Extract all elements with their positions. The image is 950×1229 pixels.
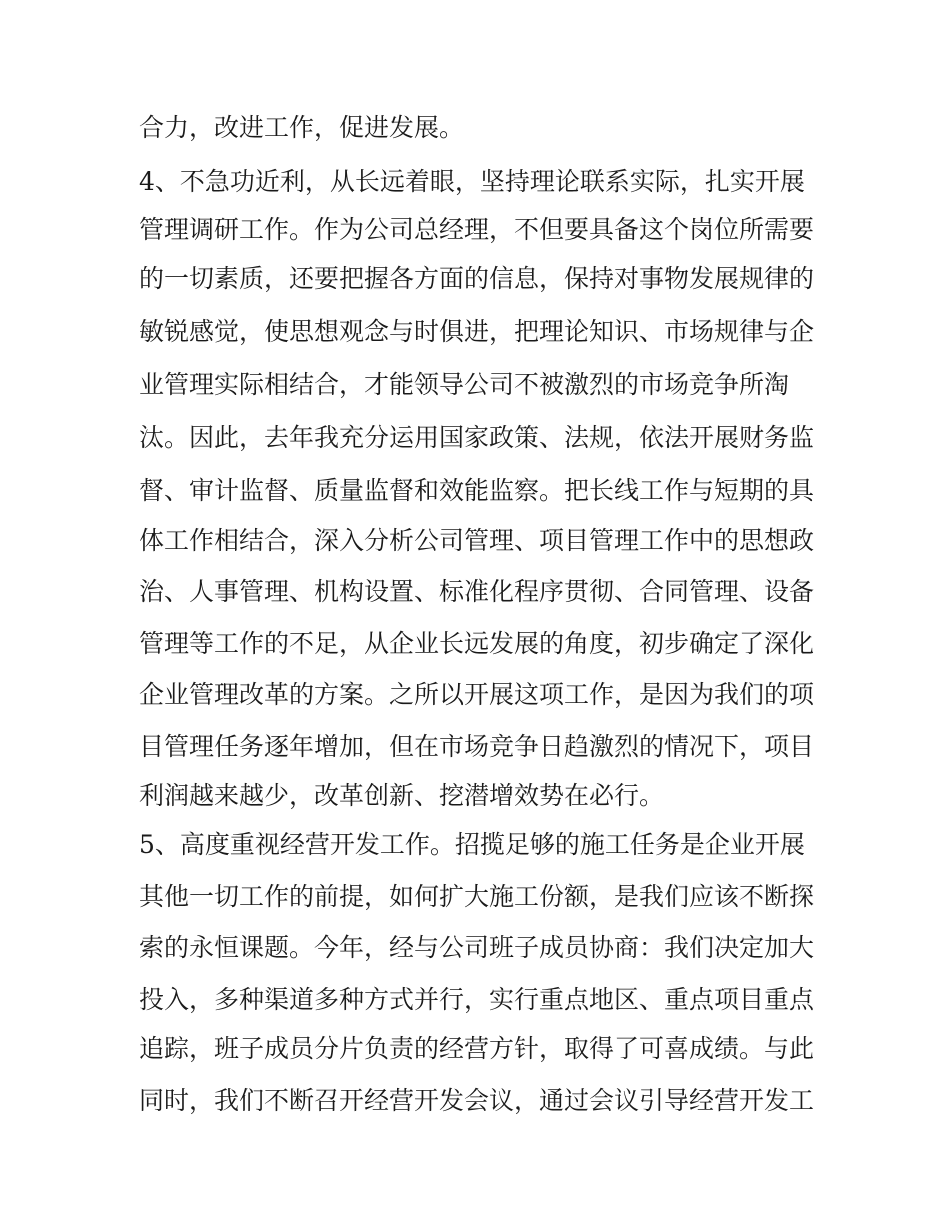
text-line-18: 投入，多种渠道多种方式并行，实行重点地区、重点项目重点: [139, 985, 815, 1014]
text-line-13: 目管理任务逐年增加，但在市场竞争日趋激烈的情况下，项目: [139, 732, 815, 761]
text-line-15: 5、高度重视经营开发工作。招揽足够的施工任务是企业开展: [139, 830, 805, 859]
text-line-20: 同时，我们不断召开经营开发会议，通过会议引导经营开发工: [139, 1086, 815, 1115]
text-line-10: 治、人事管理、机构设置、标准化程序贯彻、合同管理、设备: [139, 577, 815, 606]
text-line-7: 汰。因此，去年我充分运用国家政策、法规，依法开展财务监: [139, 423, 815, 452]
text-line-9: 体工作相结合，深入分析公司管理、项目管理工作中的思想政: [139, 526, 815, 555]
text-line-6: 业管理实际相结合，才能领导公司不被激烈的市场竞争所淘: [139, 370, 790, 399]
text-line-11: 管理等工作的不足，从企业长远发展的角度，初步确定了深化: [139, 629, 815, 658]
text-line-5: 敏锐感觉，使思想观念与时俱进，把理论知识、市场规律与企: [139, 317, 815, 346]
text-line-4: 的一切素质，还要把握各方面的信息，保持对事物发展规律的: [139, 264, 815, 293]
text-line-8: 督、审计监督、质量监督和效能监察。把长线工作与短期的具: [139, 476, 815, 505]
text-line-16: 其他一切工作的前提，如何扩大施工份额，是我们应该不断探: [139, 882, 815, 911]
text-line-12: 企业管理改革的方案。之所以开展这项工作，是因为我们的项: [139, 680, 815, 709]
text-line-2: 4、不急功近利，从长远着眼，坚持理论联系实际，扎实开展: [139, 167, 805, 196]
text-line-14: 利润越来越少，改革创新、挖潜增效势在必行。: [139, 781, 665, 810]
text-line-1: 合力，改进工作，促进发展。: [139, 113, 465, 142]
text-line-3: 管理调研工作。作为公司总经理，不但要具备这个岗位所需要: [139, 215, 815, 244]
text-line-17: 索的永恒课题。今年，经与公司班子成员协商：我们决定加大: [139, 933, 815, 962]
text-line-19: 追踪，班子成员分片负责的经营方针，取得了可喜成绩。与此: [139, 1034, 815, 1063]
